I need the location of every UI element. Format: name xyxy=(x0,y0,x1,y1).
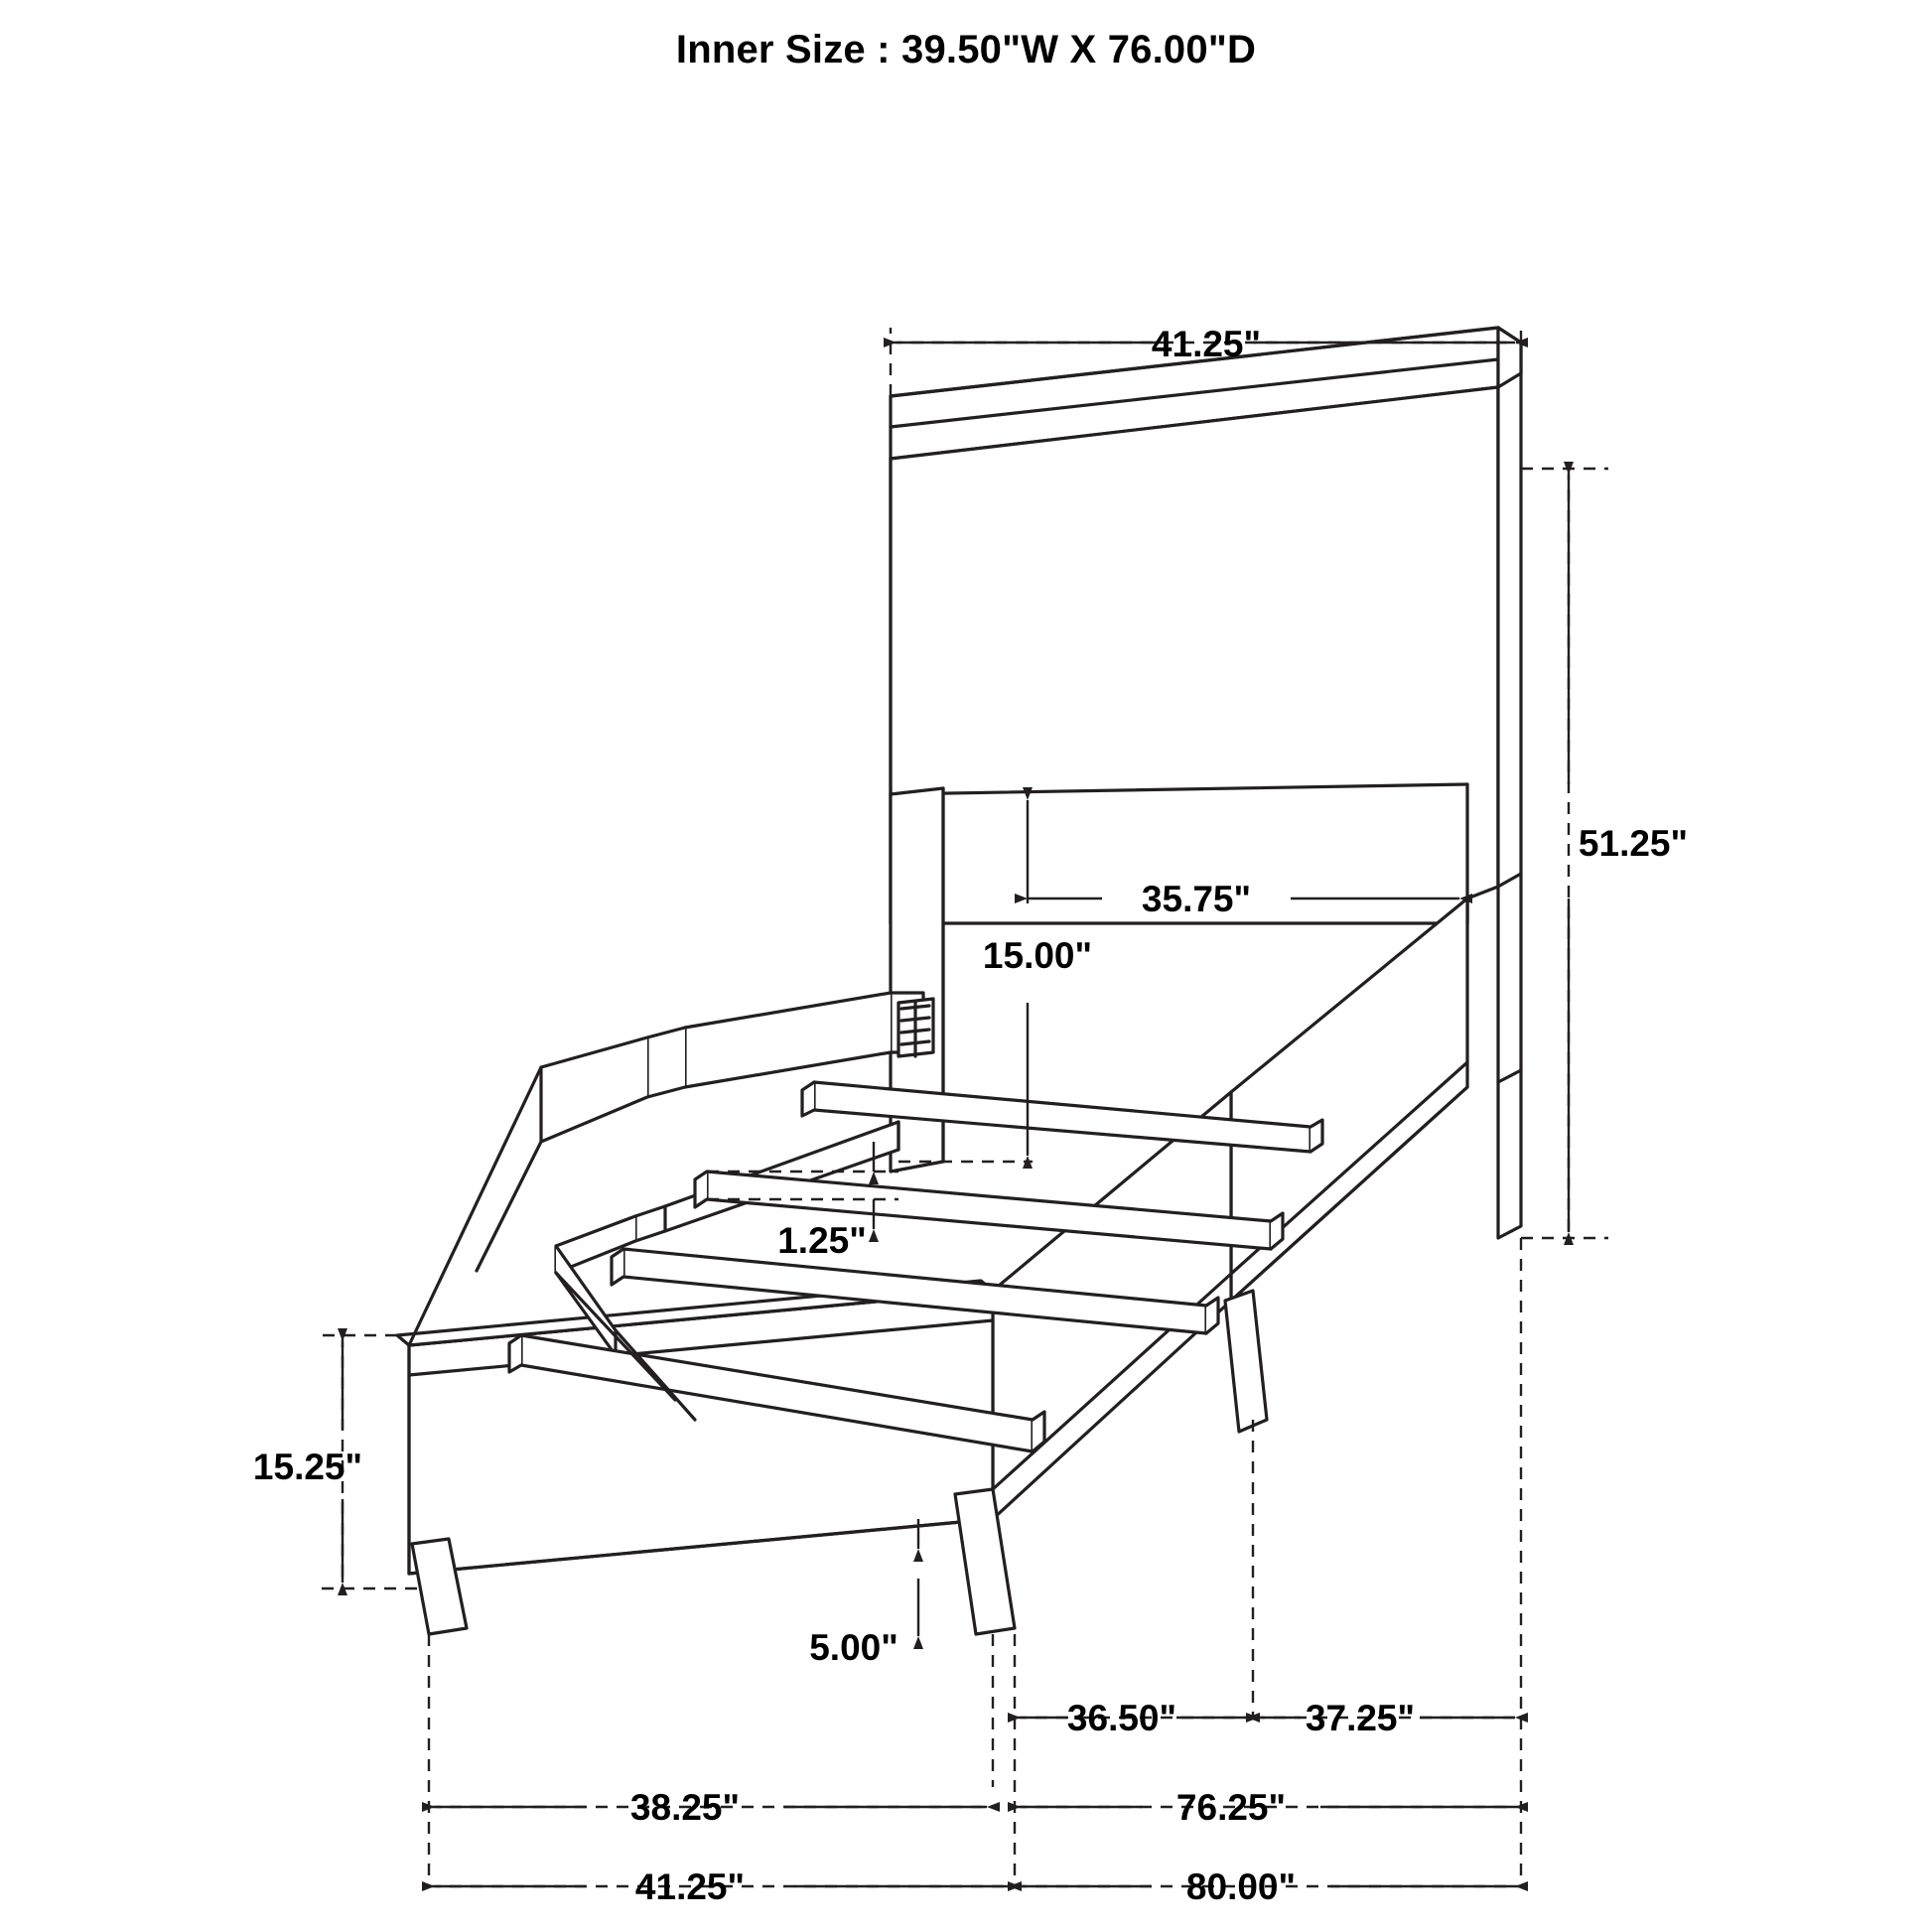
dim-footboard-width: 38.25" xyxy=(629,1787,741,1828)
dim-slat-thickness: 1.25" xyxy=(777,1220,867,1261)
dim-headboard-panel-drop: 15.00" xyxy=(982,935,1093,976)
dim-headboard-panel-width: 35.75" xyxy=(1141,879,1252,919)
dim-overall-width: 41.25" xyxy=(634,1866,746,1907)
dim-headboard-height: 51.25" xyxy=(1578,823,1689,864)
dim-rail-segment-back: 37.25" xyxy=(1305,1698,1416,1738)
bed-geometry xyxy=(397,328,1521,1634)
dim-footboard-height: 15.25" xyxy=(252,1447,363,1487)
dim-foot-clearance: 5.00" xyxy=(809,1627,898,1668)
dim-overall-length: 80.00" xyxy=(1185,1866,1297,1907)
dim-bed-length-inner: 76.25" xyxy=(1175,1787,1287,1828)
page-title: Inner Size : 39.50"W X 76.00"D xyxy=(675,28,1257,71)
dim-rail-segment-front: 36.50" xyxy=(1066,1698,1177,1738)
dim-headboard-top-width: 41.25" xyxy=(1151,324,1262,364)
